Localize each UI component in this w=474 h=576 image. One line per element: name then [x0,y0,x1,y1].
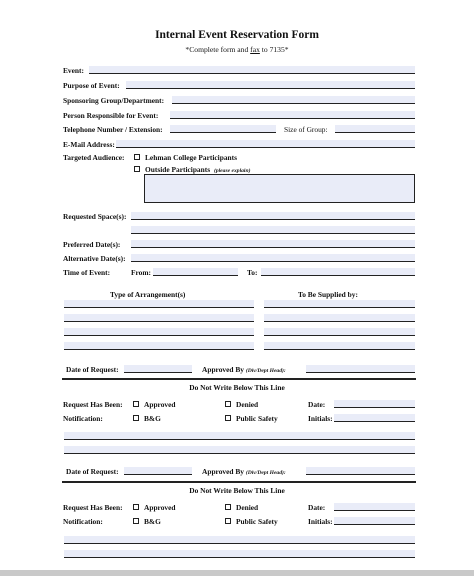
bg-label-2: B&G [144,517,161,526]
to-be-supplied-header: To Be Supplied by: [298,290,358,299]
arrangement-field-4[interactable] [64,342,254,350]
supplier-field-1[interactable] [264,300,415,308]
alternative-dates-field[interactable] [131,254,415,262]
date-of-request-field[interactable] [124,365,192,373]
date-of-request-field-2[interactable] [124,467,192,475]
notes-field-1[interactable] [64,432,415,440]
supplier-field-2[interactable] [264,314,415,322]
preferred-dates-label: Preferred Date(s): [63,240,121,249]
page-edge [0,570,474,576]
denied-label-2: Denied [236,503,259,512]
date-label: Date: [308,400,326,409]
from-label: From: [131,268,151,277]
supplier-field-4[interactable] [264,342,415,350]
time-of-event-label: Time of Event: [63,268,111,277]
audience-label: Targeted Audience: [63,153,125,162]
request-has-been-label: Request Has Been: [63,400,123,409]
request-has-been-label-2: Request Has Been: [63,503,123,512]
bg-checkbox-2[interactable] [133,518,139,524]
type-of-arrangement-header: Type of Arrangement(s) [110,290,186,299]
divider [62,378,416,380]
date-field-2[interactable] [334,503,415,511]
purpose-field[interactable] [126,81,415,89]
do-not-write-label: Do Not Write Below This Line [189,383,285,392]
requested-spaces-label: Requested Space(s): [63,212,127,221]
public-safety-checkbox-2[interactable] [225,518,231,524]
approved-checkbox[interactable] [133,401,139,407]
outside-explain-box[interactable] [144,174,415,203]
form-subtitle [0,45,474,54]
requested-spaces-field-2[interactable] [131,226,415,234]
person-field[interactable] [170,111,415,119]
divider-2 [62,481,416,483]
to-field[interactable] [261,268,415,276]
notes-field-2[interactable] [64,446,415,454]
public-safety-checkbox[interactable] [225,415,231,421]
approved-by-text-2: Approved By [202,467,244,476]
alternative-dates-label: Alternative Date(s): [63,254,126,263]
public-safety-label: Public Safety [236,414,278,423]
denied-checkbox-2[interactable] [225,504,231,510]
sponsoring-label: Sponsoring Group/Department: [63,96,165,105]
approved-label: Approved [144,400,176,409]
approved-by-text: Approved By [202,365,244,374]
date-label-2: Date: [308,503,326,512]
date-of-request-label-2: Date of Request: [66,467,119,476]
notification-label-2: Notification: [63,517,103,526]
supplier-field-3[interactable] [264,328,415,336]
form-title: Internal Event Reservation Form [155,29,319,41]
from-field[interactable] [153,268,238,276]
person-label: Person Responsible for Event: [63,111,159,120]
arrangement-field-1[interactable] [64,300,254,308]
requested-spaces-field[interactable] [131,212,415,220]
sponsoring-field[interactable] [172,96,415,104]
approved-by-note-2: (Div/Dept Head): [245,470,286,476]
size-label: Size of Group: [284,125,328,134]
preferred-dates-field[interactable] [131,240,415,248]
initials-field[interactable] [334,414,415,422]
outside-label-text: Outside Participants [145,165,211,174]
date-of-request-label: Date of Request: [66,365,119,374]
bg-label: B&G [144,414,161,423]
please-explain-note: (please explain) [213,168,251,174]
outside-checkbox[interactable] [134,166,140,172]
do-not-write-label-2: Do Not Write Below This Line [189,486,285,495]
arrangement-field-3[interactable] [64,328,254,336]
subtitle-fax: fax [250,45,260,54]
initials-field-2[interactable] [334,517,415,525]
initials-label-2: Initials: [308,517,333,526]
approved-by-field[interactable] [306,365,415,373]
lehman-label: Lehman College Participants [145,153,237,162]
event-field[interactable] [89,66,415,74]
arrangement-field-2[interactable] [64,314,254,322]
purpose-label: Purpose of Event: [63,81,120,90]
date-field[interactable] [334,400,415,408]
to-label: To: [247,268,258,277]
notes-field-4[interactable] [64,550,415,558]
public-safety-label-2: Public Safety [236,517,278,526]
approved-by-label-2 [202,467,286,478]
approved-label-2: Approved [144,503,176,512]
bg-checkbox[interactable] [133,415,139,421]
denied-checkbox[interactable] [225,401,231,407]
event-label: Event: [63,66,84,75]
approved-checkbox-2[interactable] [133,504,139,510]
email-label: E-Mail Address: [63,140,115,149]
approved-by-label [202,365,286,376]
notification-label: Notification: [63,414,103,423]
approved-by-field-2[interactable] [306,467,415,475]
email-field[interactable] [116,140,415,148]
initials-label: Initials: [308,414,333,423]
telephone-field[interactable] [170,125,276,133]
approved-by-note: (Div/Dept Head): [245,368,286,374]
lehman-checkbox[interactable] [134,154,140,160]
size-field[interactable] [335,125,415,133]
subtitle-post: to 7135* [259,45,289,54]
denied-label: Denied [236,400,259,409]
subtitle-pre: *Complete form and [185,45,251,54]
telephone-label: Telephone Number / Extension: [63,125,163,134]
notes-field-3[interactable] [64,536,415,544]
